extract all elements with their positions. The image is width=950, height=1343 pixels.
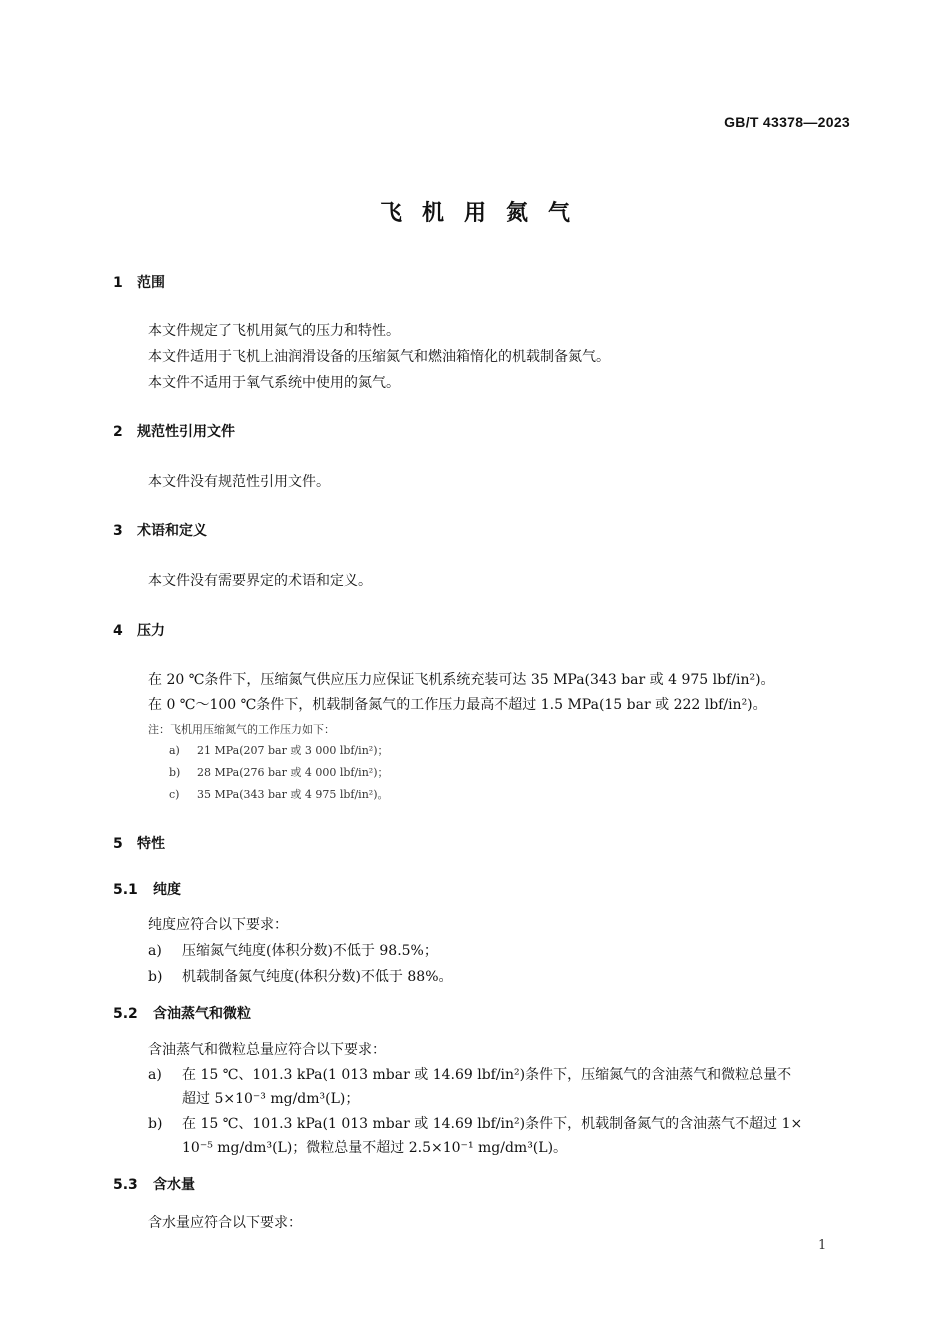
section-2-heading: [113, 421, 235, 441]
list-item: [169, 742, 389, 758]
list-text: 21 MPa(207 bar 或 3 000 lbf/in²)；: [197, 744, 389, 757]
list-label: a): [148, 1067, 162, 1083]
paragraph: 本文件不适用于氧气系统中使用的氮气。: [148, 375, 400, 391]
list-text-continued: 10⁻⁵ mg/dm³(L)；微粒总量不超过 2.5×10⁻¹ mg/dm³(L)。: [182, 1140, 568, 1156]
list-text: 在 15 ℃、101.3 kPa(1 013 mbar 或 14.69 lbf/in²)条件下，压缩氮气的含油蒸气和微粒总量不: [182, 1067, 792, 1083]
list-label: c): [169, 788, 180, 801]
standard-number: GB/T 43378—2023: [724, 114, 850, 130]
section-4-heading: [113, 620, 165, 640]
list-item: [148, 966, 453, 986]
paragraph: 在 20 ℃条件下，压缩氮气供应压力应保证飞机系统充装可达 35 MPa(343 bar 或 4 975 lbf/in²)。: [148, 672, 775, 688]
paragraph: 本文件适用于飞机上油润滑设备的压缩氮气和燃油箱惰化的机载制备氮气。: [148, 349, 610, 365]
section-title: 术语和定义: [137, 523, 207, 539]
paragraph: 含油蒸气和微粒总量应符合以下要求：: [148, 1042, 386, 1058]
section-title: 压力: [137, 623, 165, 639]
section-number: 3: [113, 523, 123, 539]
list-item: [148, 1064, 791, 1084]
list-item: [169, 764, 389, 780]
document-title: 飞机用氮气: [379, 201, 590, 226]
paragraph: 本文件规定了飞机用氮气的压力和特性。: [148, 323, 400, 339]
section-number: 4: [113, 623, 123, 639]
section-1-heading: [113, 272, 165, 292]
section-number: 5.2: [113, 1006, 138, 1022]
list-text: 机载制备氮气纯度(体积分数)不低于 88%。: [182, 969, 453, 985]
section-number: 2: [113, 424, 123, 440]
paragraph: 含水量应符合以下要求：: [148, 1215, 302, 1231]
section-title: 纯度: [153, 882, 181, 898]
section-title: 含油蒸气和微粒: [153, 1006, 251, 1022]
paragraph: 本文件没有需要界定的术语和定义。: [148, 573, 372, 589]
page-number: 1: [818, 1238, 827, 1253]
list-label: a): [148, 943, 162, 959]
list-text: 在 15 ℃、101.3 kPa(1 013 mbar 或 14.69 lbf/in²)条件下，机载制备氮气的含油蒸气不超过 1×: [182, 1116, 803, 1132]
section-3-heading: [113, 520, 207, 540]
list-text: 28 MPa(276 bar 或 4 000 lbf/in²)；: [197, 766, 389, 779]
subsection-5-1-heading: [113, 879, 181, 899]
section-number: 5.3: [113, 1177, 138, 1193]
list-label: b): [169, 766, 181, 779]
list-item: [148, 1113, 802, 1133]
section-title: 特性: [137, 836, 165, 852]
list-label: a): [169, 744, 180, 757]
subsection-5-2-heading: [113, 1003, 251, 1023]
list-text: 压缩氮气纯度(体积分数)不低于 98.5%；: [182, 943, 438, 959]
section-title: 含水量: [153, 1177, 195, 1193]
note: 注：飞机用压缩氮气的工作压力如下：: [148, 723, 335, 736]
section-number: 1: [113, 275, 123, 291]
paragraph: 在 0 ℃～100 ℃条件下，机载制备氮气的工作压力最高不超过 1.5 MPa(15 bar 或 222 lbf/in²)。: [148, 697, 767, 713]
list-label: b): [148, 969, 163, 985]
list-item: [169, 786, 389, 802]
list-item: [148, 940, 438, 960]
list-text: 35 MPa(343 bar 或 4 975 lbf/in²)。: [197, 788, 389, 801]
subsection-5-3-heading: [113, 1174, 195, 1194]
section-number: 5: [113, 836, 123, 852]
list-label: b): [148, 1116, 163, 1132]
section-title: 规范性引用文件: [137, 424, 235, 440]
paragraph: 本文件没有规范性引用文件。: [148, 474, 330, 490]
section-number: 5.1: [113, 882, 138, 898]
section-5-heading: [113, 833, 165, 853]
paragraph: 纯度应符合以下要求：: [148, 917, 288, 933]
section-title: 范围: [137, 275, 165, 291]
list-text-continued: 超过 5×10⁻³ mg/dm³(L)；: [182, 1091, 360, 1107]
